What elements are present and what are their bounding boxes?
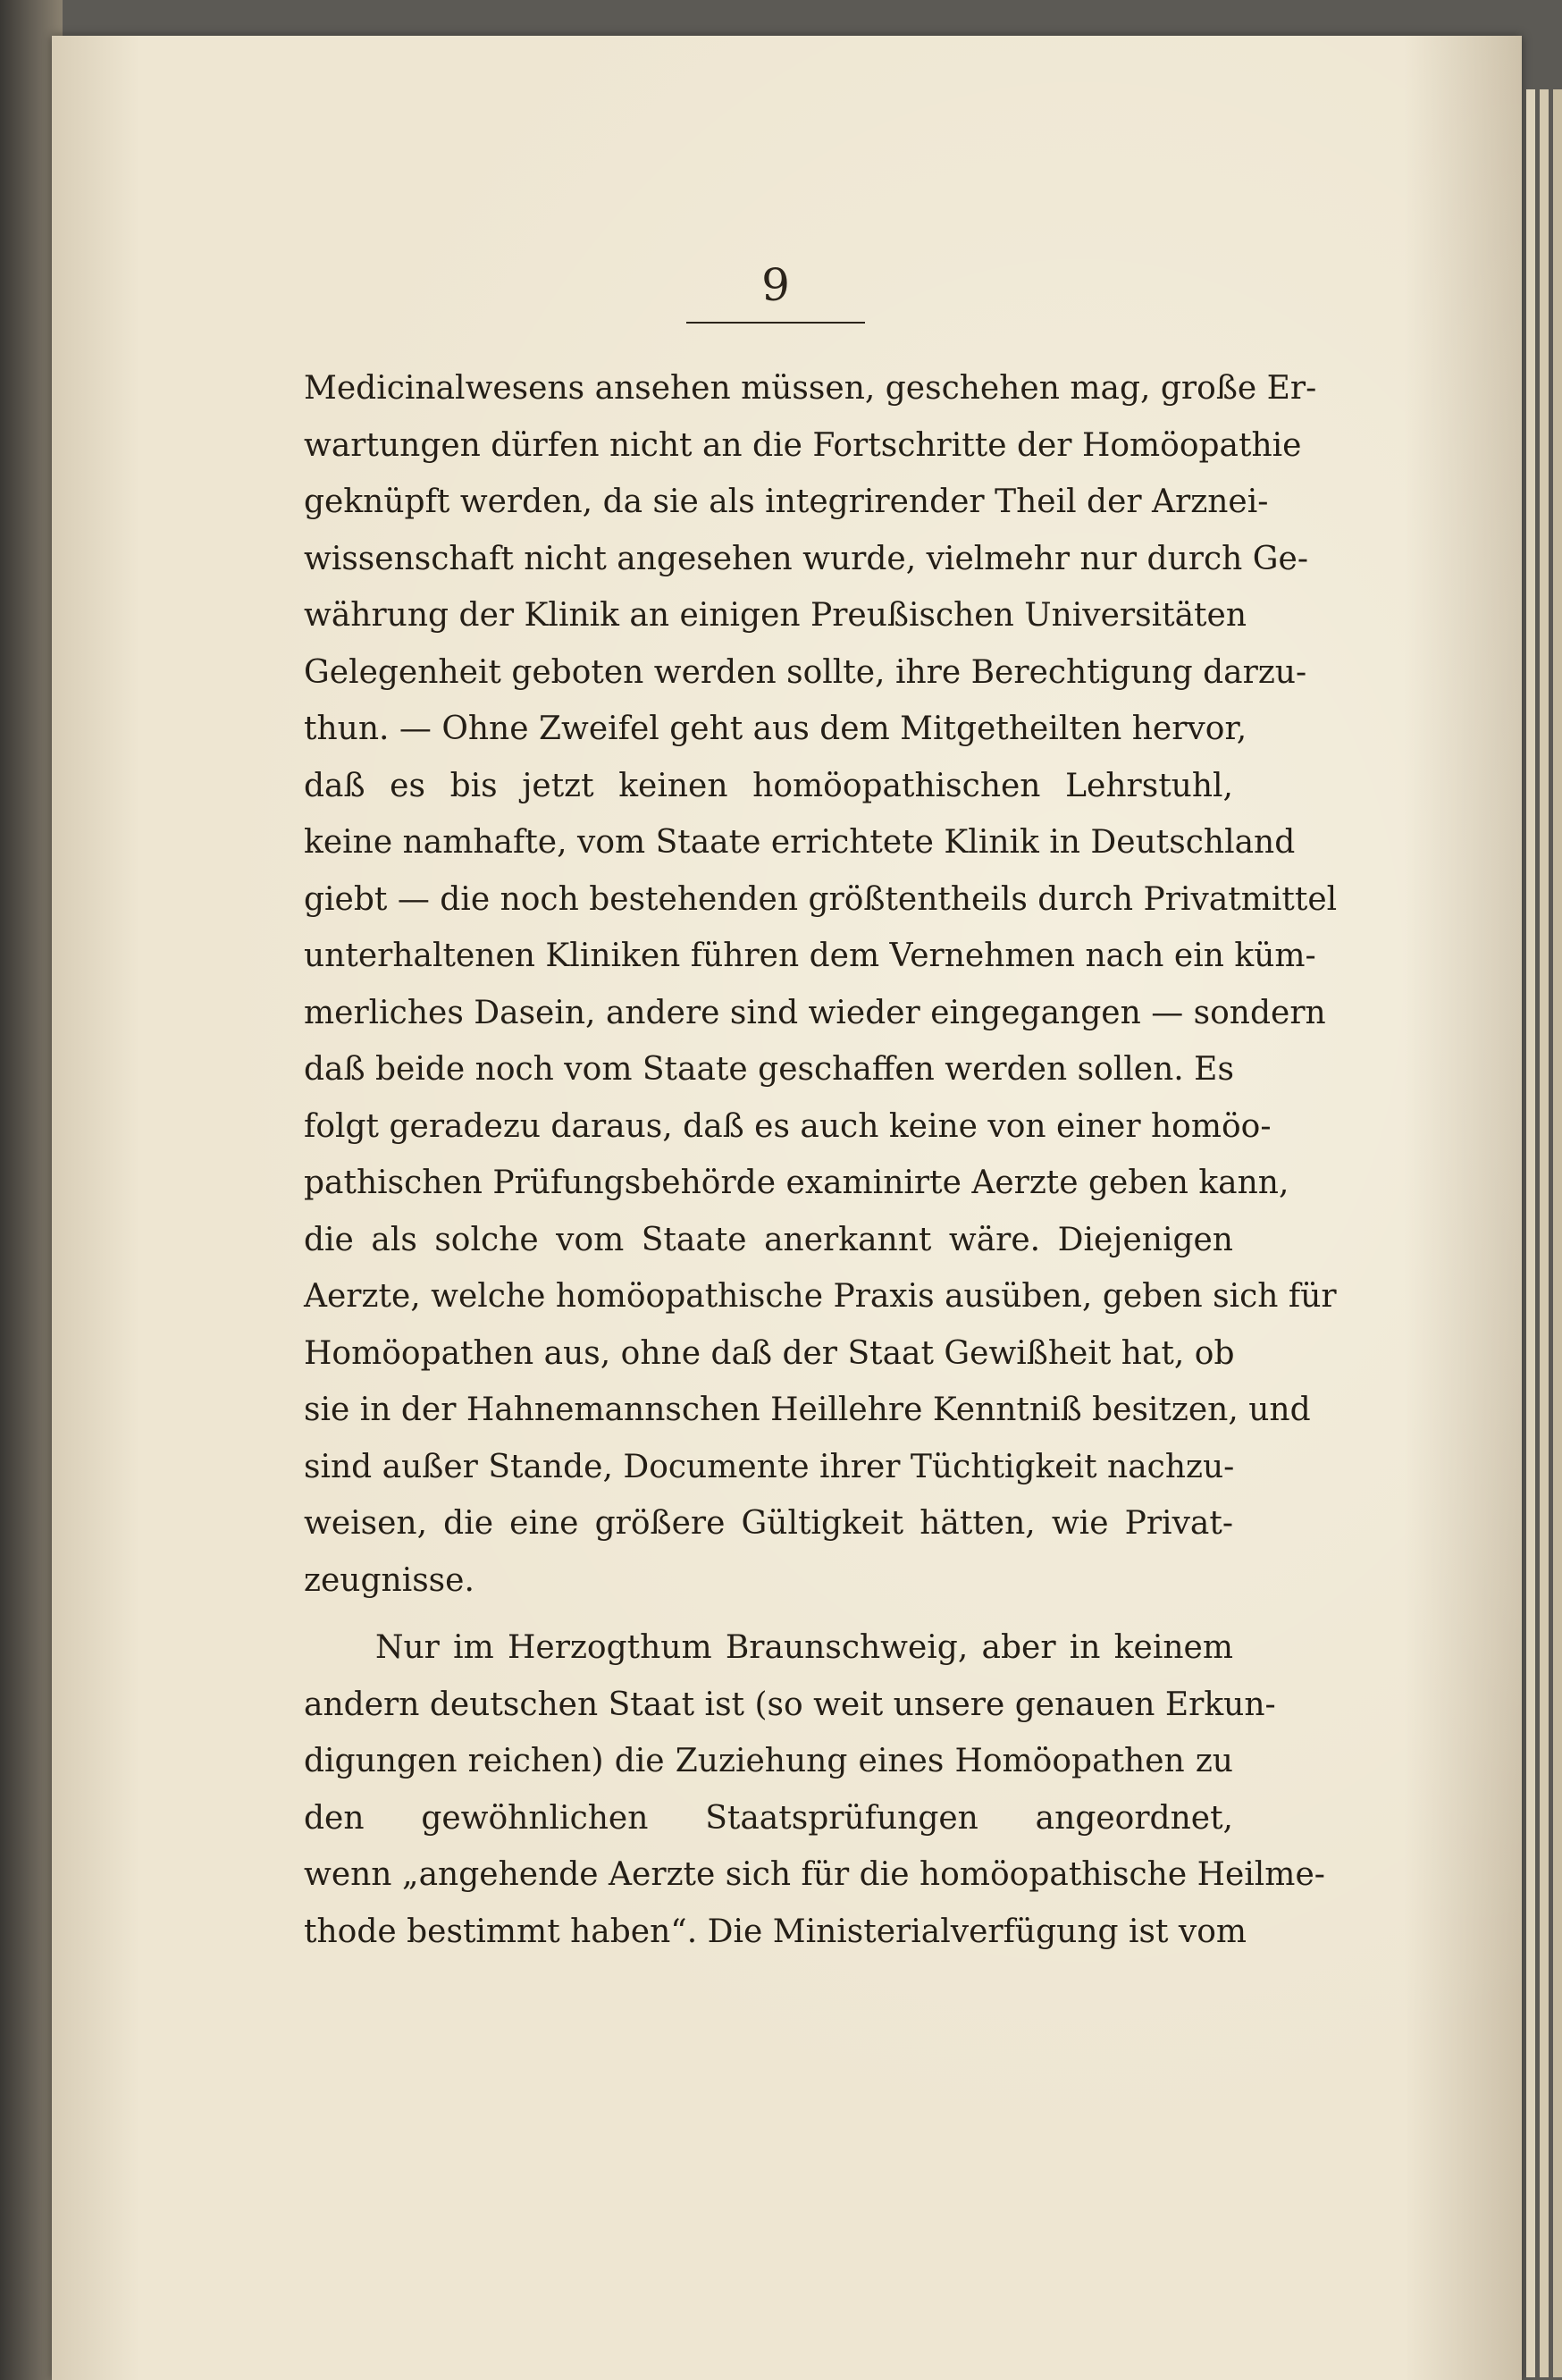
page-edge xyxy=(1553,89,1562,2377)
text-line: folgt geradezu daraus, daß es auch keine von einer homöo- xyxy=(304,1107,1272,1145)
text-line: Homöopathen aus, ohne daß der Staat Gewißheit hat, ob xyxy=(304,1334,1235,1372)
text-line: sind außer Stande, Documente ihrer Tüchtigkeit nachzu- xyxy=(304,1448,1235,1485)
text-line: giebt — die noch bestehenden größtentheils durch Privatmittel xyxy=(304,880,1338,918)
body-text xyxy=(304,360,1338,1960)
page-number: 9 xyxy=(761,259,790,311)
text-line: wartungen dürfen nicht an die Fortschritte der Homöopathie xyxy=(304,426,1302,464)
text-line: Nur im Herzogthum Braunschweig, aber in keinem xyxy=(375,1629,1233,1666)
text-line: wenn „angehende Aerzte sich für die homöopathische Heilme- xyxy=(304,1856,1325,1893)
text-line: unterhaltenen Kliniken führen dem Vernehmen nach ein küm- xyxy=(304,938,1316,974)
text-line: pathischen Prüfungsbehörde examinirte Aerzte geben kann, xyxy=(304,1165,1289,1201)
text-line: weisen, die eine größere Gültigkeit hätten, wie Privat- xyxy=(304,1505,1233,1542)
text-line: währung der Klinik an einigen Preußischen Universitäten xyxy=(304,597,1247,634)
text-line: Aerzte, welche homöopathische Praxis ausüben, geben sich für xyxy=(304,1278,1337,1315)
page-number-rule xyxy=(686,322,865,324)
text-line: Medicinalwesens ansehen müssen, geschehen mag, große Er- xyxy=(304,370,1317,407)
text-line: geknüpft werden, da sie als integrirender Theil der Arznei- xyxy=(304,484,1269,520)
text-line: den gewöhnlichen Staatsprüfungen angeordnet, xyxy=(304,1799,1233,1837)
text-line: thun. — Ohne Zweifel geht aus dem Mitgetheilten hervor, xyxy=(304,711,1247,747)
page-edge xyxy=(1526,89,1535,2377)
text-line: digungen reichen) die Zuziehung eines Homöopathen zu xyxy=(304,1743,1233,1779)
text-line: andern deutschen Staat ist (so weit unsere genauen Erkun- xyxy=(304,1686,1276,1723)
text-line: Gelegenheit geboten werden sollte, ihre Berechtigung darzu- xyxy=(304,653,1307,691)
text-line: keine namhafte, vom Staate errichtete Klinik in Deutschland xyxy=(304,824,1296,861)
text-line: sie in der Hahnemannschen Heillehre Kenntniß besitzen, und xyxy=(304,1392,1311,1428)
text-line: zeugnisse. xyxy=(304,1561,474,1599)
text-line: wissenschaft nicht angesehen wurde, vielmehr nur durch Ge- xyxy=(304,540,1309,577)
text-line: thode bestimmt haben“. Die Ministerialverfügung ist vom xyxy=(304,1913,1247,1950)
text-line: daß es bis jetzt keinen homöopathischen Lehrstuhl, xyxy=(304,767,1233,804)
page-edge xyxy=(1540,89,1549,2377)
text-line: die als solche vom Staate anerkannt wäre. Diejenigen xyxy=(304,1221,1233,1258)
text-line: daß beide noch vom Staate geschaffen werden sollen. Es xyxy=(304,1051,1234,1088)
text-line: merliches Dasein, andere sind wieder eingegangen — sondern xyxy=(304,994,1326,1031)
